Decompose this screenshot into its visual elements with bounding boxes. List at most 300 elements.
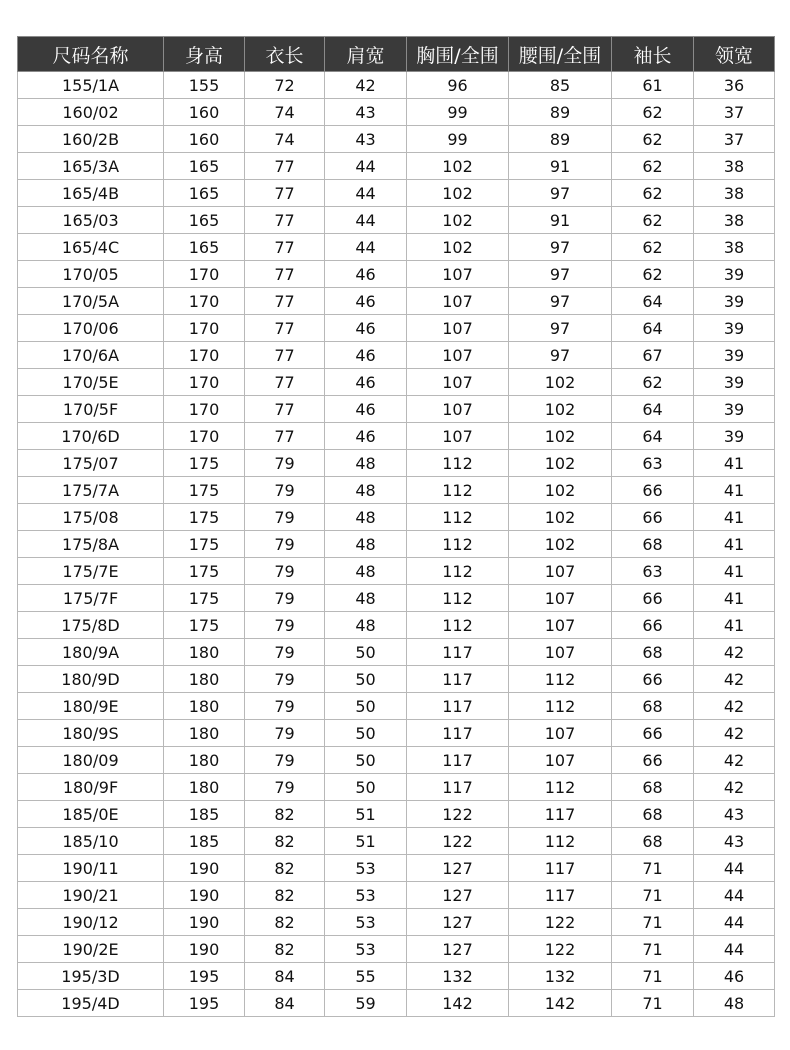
table-cell: 175 [164,531,245,558]
table-cell: 79 [245,477,325,504]
table-cell: 51 [325,801,407,828]
table-cell: 44 [694,882,775,909]
table-cell: 46 [325,342,407,369]
table-cell: 142 [407,990,509,1017]
table-cell: 180/9F [18,774,164,801]
table-cell: 79 [245,504,325,531]
table-cell: 67 [612,342,694,369]
table-cell: 85 [509,72,612,99]
table-cell: 165/4C [18,234,164,261]
table-cell: 48 [325,450,407,477]
table-cell: 190/2E [18,936,164,963]
table-cell: 180 [164,747,245,774]
table-cell: 48 [325,558,407,585]
table-cell: 74 [245,99,325,126]
table-cell: 99 [407,99,509,126]
table-row [18,504,775,531]
table-cell: 37 [694,99,775,126]
table-cell: 175 [164,504,245,531]
table-cell: 175 [164,450,245,477]
table-cell: 41 [694,558,775,585]
table-cell: 190 [164,936,245,963]
table-cell: 160 [164,99,245,126]
table-cell: 50 [325,693,407,720]
table-cell: 50 [325,747,407,774]
table-cell: 112 [407,450,509,477]
table-cell: 62 [612,99,694,126]
column-header: 领宽 [694,37,775,72]
table-cell: 48 [325,531,407,558]
table-row [18,234,775,261]
table-row [18,180,775,207]
table-cell: 97 [509,342,612,369]
column-header: 身高 [164,37,245,72]
table-cell: 39 [694,315,775,342]
table-cell: 102 [509,450,612,477]
table-cell: 107 [407,261,509,288]
table-cell: 107 [509,612,612,639]
table-cell: 107 [407,342,509,369]
table-cell: 50 [325,666,407,693]
table-cell: 175/8A [18,531,164,558]
table-cell: 82 [245,882,325,909]
table-cell: 46 [325,315,407,342]
table-cell: 190 [164,882,245,909]
table-row [18,315,775,342]
table-cell: 89 [509,126,612,153]
table-cell: 39 [694,396,775,423]
table-cell: 107 [407,423,509,450]
table-cell: 44 [694,855,775,882]
table-cell: 180/9A [18,639,164,666]
table-cell: 42 [325,72,407,99]
table-cell: 66 [612,747,694,774]
table-cell: 46 [325,261,407,288]
table-row [18,720,775,747]
table-cell: 63 [612,558,694,585]
table-cell: 71 [612,882,694,909]
table-cell: 195 [164,990,245,1017]
table-cell: 62 [612,234,694,261]
table-cell: 91 [509,207,612,234]
table-cell: 77 [245,234,325,261]
table-cell: 38 [694,234,775,261]
table-cell: 170 [164,423,245,450]
table-cell: 72 [245,72,325,99]
table-cell: 91 [509,153,612,180]
table-cell: 43 [694,828,775,855]
table-cell: 50 [325,720,407,747]
table-row [18,963,775,990]
table-cell: 180/09 [18,747,164,774]
table-cell: 107 [407,315,509,342]
table-cell: 170 [164,342,245,369]
table-cell: 68 [612,693,694,720]
table-cell: 53 [325,855,407,882]
column-header: 尺码名称 [18,37,164,72]
table-cell: 38 [694,207,775,234]
table-cell: 155/1A [18,72,164,99]
table-cell: 175/8D [18,612,164,639]
table-cell: 190 [164,855,245,882]
table-cell: 62 [612,153,694,180]
table-cell: 170 [164,315,245,342]
table-cell: 165 [164,153,245,180]
table-cell: 39 [694,342,775,369]
table-cell: 82 [245,828,325,855]
table-cell: 165 [164,234,245,261]
table-cell: 41 [694,450,775,477]
table-cell: 165/03 [18,207,164,234]
table-cell: 66 [612,585,694,612]
table-cell: 66 [612,477,694,504]
table-cell: 59 [325,990,407,1017]
table-cell: 43 [694,801,775,828]
table-cell: 97 [509,288,612,315]
table-cell: 112 [407,531,509,558]
table-cell: 44 [694,936,775,963]
table-row [18,531,775,558]
table-cell: 77 [245,369,325,396]
table-cell: 77 [245,261,325,288]
table-cell: 97 [509,315,612,342]
table-row [18,936,775,963]
table-cell: 102 [509,504,612,531]
table-cell: 44 [325,234,407,261]
table-cell: 102 [407,153,509,180]
table-cell: 79 [245,585,325,612]
table-cell: 112 [407,585,509,612]
table-row [18,342,775,369]
table-cell: 79 [245,639,325,666]
table-cell: 66 [612,720,694,747]
table-cell: 71 [612,936,694,963]
table-cell: 107 [509,639,612,666]
table-cell: 36 [694,72,775,99]
table-cell: 175/08 [18,504,164,531]
table-cell: 64 [612,396,694,423]
table-cell: 127 [407,936,509,963]
table-cell: 142 [509,990,612,1017]
table-cell: 48 [325,612,407,639]
table-row [18,261,775,288]
table-cell: 38 [694,180,775,207]
table-cell: 122 [407,828,509,855]
size-chart-table [17,36,775,1017]
table-cell: 53 [325,909,407,936]
table-row [18,423,775,450]
table-row [18,585,775,612]
table-cell: 62 [612,207,694,234]
table-cell: 77 [245,288,325,315]
table-cell: 48 [325,585,407,612]
table-cell: 97 [509,234,612,261]
table-cell: 39 [694,261,775,288]
table-cell: 170/6A [18,342,164,369]
table-cell: 50 [325,639,407,666]
table-cell: 112 [407,612,509,639]
table-cell: 44 [325,207,407,234]
table-cell: 107 [509,585,612,612]
table-cell: 79 [245,720,325,747]
table-row [18,801,775,828]
table-cell: 122 [509,936,612,963]
table-cell: 107 [509,558,612,585]
table-cell: 175 [164,558,245,585]
table-cell: 46 [325,396,407,423]
table-cell: 117 [407,720,509,747]
table-cell: 190/11 [18,855,164,882]
table-cell: 180/9S [18,720,164,747]
table-cell: 112 [407,504,509,531]
table-cell: 170 [164,261,245,288]
table-cell: 61 [612,72,694,99]
table-cell: 102 [509,396,612,423]
column-header: 胸围/全围 [407,37,509,72]
table-cell: 170/06 [18,315,164,342]
table-cell: 68 [612,531,694,558]
table-cell: 43 [325,126,407,153]
table-cell: 175/7F [18,585,164,612]
table-cell: 175/7E [18,558,164,585]
table-cell: 48 [325,504,407,531]
table-cell: 62 [612,126,694,153]
table-cell: 170 [164,396,245,423]
table-cell: 71 [612,855,694,882]
table-cell: 117 [407,693,509,720]
table-row [18,72,775,99]
table-cell: 132 [509,963,612,990]
table-cell: 165/3A [18,153,164,180]
table-cell: 117 [509,855,612,882]
table-row [18,450,775,477]
table-cell: 117 [509,882,612,909]
table-cell: 155 [164,72,245,99]
table-cell: 132 [407,963,509,990]
table-cell: 48 [694,990,775,1017]
table-cell: 39 [694,288,775,315]
table-row [18,828,775,855]
table-row [18,747,775,774]
table-cell: 175 [164,477,245,504]
table-cell: 102 [407,207,509,234]
table-cell: 84 [245,990,325,1017]
table-cell: 102 [509,369,612,396]
table-header [18,37,775,72]
table-cell: 79 [245,531,325,558]
table-row [18,882,775,909]
table-cell: 112 [407,477,509,504]
table-cell: 79 [245,666,325,693]
table-cell: 102 [509,423,612,450]
table-row [18,99,775,126]
table-cell: 180 [164,666,245,693]
table-cell: 122 [509,909,612,936]
table-cell: 127 [407,855,509,882]
table-cell: 175/7A [18,477,164,504]
table-cell: 170/6D [18,423,164,450]
table-cell: 180 [164,639,245,666]
table-cell: 74 [245,126,325,153]
table-cell: 170/5F [18,396,164,423]
table-cell: 112 [509,774,612,801]
table-cell: 107 [407,396,509,423]
table-cell: 82 [245,909,325,936]
table-cell: 107 [407,288,509,315]
table-cell: 64 [612,288,694,315]
table-cell: 62 [612,261,694,288]
table-cell: 190/21 [18,882,164,909]
table-cell: 63 [612,450,694,477]
table-row [18,126,775,153]
table-cell: 71 [612,990,694,1017]
table-cell: 48 [325,477,407,504]
table-cell: 97 [509,180,612,207]
table-cell: 77 [245,315,325,342]
table-cell: 165 [164,180,245,207]
table-cell: 180 [164,720,245,747]
table-cell: 190 [164,909,245,936]
table-cell: 170 [164,288,245,315]
table-row [18,909,775,936]
table-cell: 127 [407,882,509,909]
table-cell: 64 [612,315,694,342]
table-cell: 42 [694,747,775,774]
table-cell: 44 [325,153,407,180]
table-cell: 195 [164,963,245,990]
column-header: 衣长 [245,37,325,72]
table-cell: 43 [325,99,407,126]
table-cell: 62 [612,180,694,207]
table-cell: 107 [407,369,509,396]
table-cell: 42 [694,720,775,747]
table-cell: 102 [407,234,509,261]
table-row [18,153,775,180]
table-cell: 66 [612,612,694,639]
table-cell: 50 [325,774,407,801]
table-cell: 102 [407,180,509,207]
table-row [18,477,775,504]
table-cell: 112 [509,828,612,855]
table-cell: 185 [164,801,245,828]
table-cell: 170/5A [18,288,164,315]
table-cell: 79 [245,612,325,639]
table-row [18,396,775,423]
table-cell: 51 [325,828,407,855]
column-header: 腰围/全围 [509,37,612,72]
table-cell: 117 [407,774,509,801]
table-cell: 77 [245,423,325,450]
table-cell: 170/05 [18,261,164,288]
table-cell: 71 [612,963,694,990]
table-row [18,207,775,234]
table-cell: 39 [694,423,775,450]
table-cell: 68 [612,639,694,666]
table-row [18,666,775,693]
table-cell: 195/4D [18,990,164,1017]
table-cell: 82 [245,855,325,882]
table-cell: 55 [325,963,407,990]
table-cell: 44 [325,180,407,207]
table-cell: 79 [245,558,325,585]
table-cell: 180/9E [18,693,164,720]
table-cell: 99 [407,126,509,153]
table-cell: 117 [407,666,509,693]
table-cell: 175/07 [18,450,164,477]
table-cell: 37 [694,126,775,153]
table-cell: 96 [407,72,509,99]
table-cell: 160/2B [18,126,164,153]
table-cell: 185/10 [18,828,164,855]
table-cell: 82 [245,936,325,963]
table-row [18,990,775,1017]
table-cell: 165 [164,207,245,234]
table-cell: 53 [325,936,407,963]
table-row [18,288,775,315]
table-cell: 77 [245,153,325,180]
table-cell: 112 [407,558,509,585]
table-cell: 77 [245,396,325,423]
table-cell: 62 [612,369,694,396]
table-row [18,639,775,666]
table-cell: 82 [245,801,325,828]
table-cell: 165/4B [18,180,164,207]
table-row [18,855,775,882]
table-cell: 68 [612,828,694,855]
table-cell: 190/12 [18,909,164,936]
table-cell: 66 [612,504,694,531]
table-cell: 46 [325,423,407,450]
table-cell: 180 [164,774,245,801]
table-cell: 77 [245,207,325,234]
table-cell: 79 [245,747,325,774]
table-cell: 175 [164,612,245,639]
table-cell: 41 [694,504,775,531]
table-cell: 102 [509,531,612,558]
table-cell: 102 [509,477,612,504]
table-cell: 53 [325,882,407,909]
table-cell: 38 [694,153,775,180]
table-row [18,612,775,639]
table-cell: 117 [407,639,509,666]
table-cell: 117 [509,801,612,828]
table-cell: 77 [245,180,325,207]
table-cell: 97 [509,261,612,288]
table-cell: 185 [164,828,245,855]
table-cell: 112 [509,666,612,693]
table-cell: 46 [325,288,407,315]
table-row [18,369,775,396]
table-cell: 39 [694,369,775,396]
table-cell: 117 [407,747,509,774]
table-cell: 46 [694,963,775,990]
table-cell: 79 [245,450,325,477]
table-cell: 180 [164,693,245,720]
table-cell: 185/0E [18,801,164,828]
table-row [18,693,775,720]
table-cell: 122 [407,801,509,828]
table-cell: 44 [694,909,775,936]
table-cell: 41 [694,477,775,504]
table-cell: 42 [694,693,775,720]
table-cell: 160/02 [18,99,164,126]
table-cell: 180/9D [18,666,164,693]
table-cell: 170/5E [18,369,164,396]
table-cell: 42 [694,666,775,693]
table-cell: 79 [245,774,325,801]
table-cell: 41 [694,585,775,612]
table-body [18,72,775,1017]
